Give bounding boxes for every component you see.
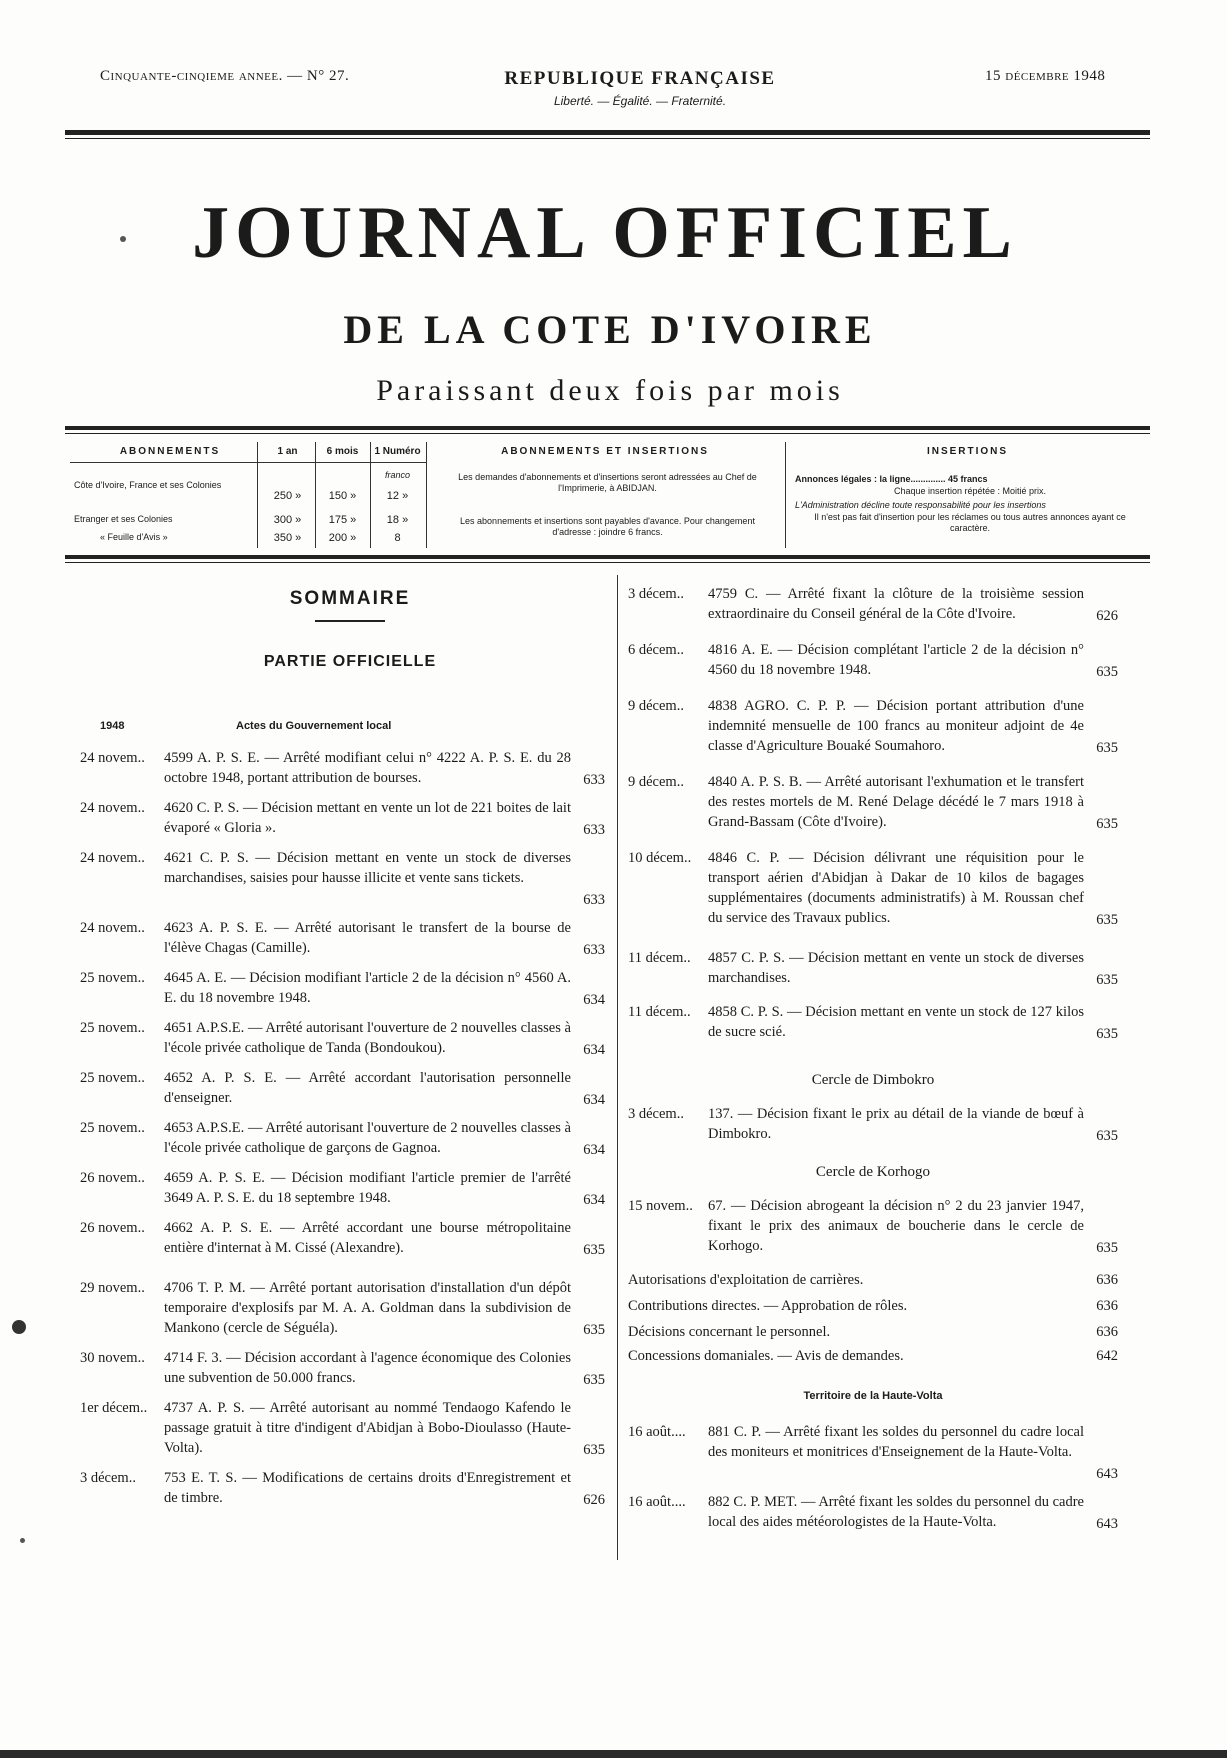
entry-date: 26 novem.. — [80, 1220, 145, 1236]
summary-entry — [628, 584, 1118, 626]
column-divider — [617, 575, 618, 1560]
entry-page: 633 — [583, 772, 605, 788]
insertions-heading: INSERTIONS — [926, 446, 1009, 457]
subscription-block — [70, 440, 1150, 552]
insertions-no-ads: Il n'est pas fait d'insertion pour les réclames ou tous autres annonces ayant ce caractère. — [814, 512, 1126, 534]
summary-entry — [628, 1422, 1118, 1484]
entry-page: 635 — [583, 1372, 605, 1388]
summary-entry — [80, 1018, 605, 1060]
col-1an: 1 an — [277, 446, 298, 457]
entry-date: 25 novem.. — [80, 1070, 145, 1086]
insertions-repeat: Chaque insertion répétée : Moitié prix. — [893, 486, 1047, 496]
entry-page: 635 — [1096, 1240, 1118, 1256]
subscription-rule — [65, 555, 1150, 559]
summary-entry — [80, 1278, 605, 1340]
entry-text: 4659 A. P. S. E. — Décision modifiant l'article premier de l'arrêté 3649 A. P. S. E. du 18 septembre 1948. — [164, 1170, 571, 1206]
subscription-payment-note: Les abonnements et insertions sont payables d'avance. Pour changement d'adresse : joindre 6 francs. — [460, 516, 755, 538]
franco-label: franco — [384, 470, 410, 480]
entry-page: 635 — [1096, 816, 1118, 832]
masthead-rule-thin — [65, 433, 1150, 434]
col-numero: 1 Numéro — [374, 446, 421, 457]
entry-date: 16 août.... — [628, 1494, 686, 1510]
entry-page: 626 — [583, 1492, 605, 1508]
scan-speck — [120, 236, 126, 242]
journal-title: JOURNAL OFFICIEL — [192, 192, 1018, 274]
scan-speck — [20, 1538, 25, 1543]
subscription-row-3-6mois: 200 » — [328, 532, 357, 544]
entry-date: 24 novem.. — [80, 800, 145, 816]
partie-officielle-heading: PARTIE OFFICIELLE — [263, 653, 437, 670]
subscription-row-3-label: « Feuille d'Avis » — [100, 532, 168, 542]
left-summary-column — [80, 748, 605, 1538]
entry-page: 643 — [1096, 1466, 1118, 1482]
summary-entry — [628, 948, 1118, 990]
entry-date: 3 décem.. — [628, 1106, 684, 1122]
entry-page: 635 — [583, 1322, 605, 1338]
entry-text: 4653 A.P.S.E. — Arrêté autorisant l'ouverture de 2 nouvelles classes à l'école privée catholique de garçons de Gagnoa. — [164, 1120, 571, 1156]
republic-motto: Liberté. — Égalité. — Fraternité. — [553, 94, 727, 108]
summary-entry — [80, 1398, 605, 1460]
entry-date: 9 décem.. — [628, 698, 684, 714]
entry-date: 3 décem.. — [80, 1470, 136, 1486]
haute-volta-heading: Territoire de la Haute-Volta — [803, 1390, 943, 1402]
subs-divider — [426, 442, 427, 548]
publication-frequency: Paraissant deux fois par mois — [376, 374, 844, 407]
entry-page: 643 — [1096, 1516, 1118, 1532]
summary-entry — [80, 798, 605, 840]
summary-misc-item — [628, 1296, 1118, 1316]
entry-date: 9 décem.. — [628, 774, 684, 790]
page-bottom-edge — [0, 1750, 1227, 1758]
entry-text: 4737 A. P. S. — Arrêté autorisant au nommé Tendaogo Kafendo le passage gratuit à titre d'indigent d'Abidjan à Bobo-Dioulasso (Haute-Volta). — [164, 1400, 571, 1456]
entry-page: 634 — [583, 1142, 605, 1158]
subscription-row-2-label: Etranger et ses Colonies — [74, 514, 173, 524]
entry-text: 4621 C. P. S. — Décision mettant en vente un stock de diverses marchandises, saisies pour hausse illicite et vente sans tickets. — [164, 850, 571, 886]
col-6mois: 6 mois — [326, 446, 359, 457]
entry-page: 635 — [1096, 912, 1118, 928]
abonnements-insertions-heading: ABONNEMENTS ET INSERTIONS — [501, 446, 709, 457]
entry-date: 6 décem.. — [628, 642, 684, 658]
entry-text: 4651 A.P.S.E. — Arrêté autorisant l'ouverture de 2 nouvelles classes à l'école privée catholique de Tanda (Bondoukou). — [164, 1020, 571, 1056]
year-label: 1948 — [100, 720, 125, 732]
summary-entry — [628, 1104, 1118, 1146]
summary-misc-item — [628, 1346, 1118, 1366]
entry-page: 635 — [1096, 1128, 1118, 1144]
entry-text: 4846 C. P. — Décision délivrant une réquisition pour le transport aérien d'Abidjan à Dakar de 10 kilos de bagages supplémentaires (documents administratifs) à M. Roussan chef du service des Travaux publics. — [708, 850, 1084, 926]
abonnements-heading: ABONNEMENTS — [119, 446, 221, 457]
entry-text: 4714 F. 3. — Décision accordant à l'agence économique des Colonies une subvention de 50.000 francs. — [164, 1350, 571, 1386]
summary-entry — [80, 1348, 605, 1390]
summary-entry — [80, 1168, 605, 1210]
summary-entry — [80, 968, 605, 1010]
entry-date: 26 novem.. — [80, 1170, 145, 1186]
header-rule — [65, 130, 1150, 135]
subscription-row-2-numero: 18 » — [386, 514, 409, 526]
summary-entry — [80, 848, 605, 910]
entry-date: 15 novem.. — [628, 1198, 693, 1214]
summary-entry — [628, 696, 1118, 758]
subs-divider — [257, 442, 258, 548]
insertions-disclaimer: L'Administration décline toute responsabilité pour les insertions — [795, 500, 1046, 510]
entry-page: 635 — [1096, 740, 1118, 756]
subs-divider — [315, 442, 316, 548]
summary-title: SOMMAIRE — [289, 588, 411, 609]
entry-date: 16 août.... — [628, 1424, 686, 1440]
entry-page: 626 — [1096, 608, 1118, 624]
entry-page: 635 — [583, 1442, 605, 1458]
republic-title: REPUBLIQUE FRANÇAISE — [504, 68, 776, 89]
scan-speck — [12, 1320, 26, 1334]
entry-date: 11 décem.. — [628, 1004, 691, 1020]
entry-text: 4840 A. P. S. B. — Arrêté autorisant l'exhumation et le transfert des restes mortels de M. René Delage décédé le 7 mars 1918 à Grand-Bassam (Côte d'Ivoire). — [708, 774, 1084, 830]
entry-page: 635 — [1096, 1026, 1118, 1042]
summary-entry — [628, 1002, 1118, 1044]
entry-date: 24 novem.. — [80, 920, 145, 936]
cercle-dimbokro-heading: Cercle de Dimbokro — [811, 1072, 935, 1088]
entry-text: 4706 T. P. M. — Arrêté portant autorisation d'installation d'un dépôt temporaire d'explosifs par M. A. A. Goldman dans la subdivision de Mankono (cercle de Séguéla). — [164, 1280, 571, 1336]
entry-text: 137. — Décision fixant le prix au détail de la viande de bœuf à Dimbokro. — [708, 1106, 1084, 1142]
summary-entry — [628, 1492, 1118, 1534]
entry-date: 25 novem.. — [80, 1120, 145, 1136]
subscription-rule-thin — [65, 562, 1150, 563]
misc-text: Autorisations d'exploitation de carrières. — [628, 1272, 864, 1288]
entry-page: 633 — [583, 942, 605, 958]
misc-page: 642 — [1096, 1348, 1118, 1364]
entry-text: 881 C. P. — Arrêté fixant les soldes du personnel du cadre local des moniteurs et monitrices d'Enseignement de la Haute-Volta. — [708, 1424, 1084, 1460]
entry-page: 634 — [583, 992, 605, 1008]
summary-entry — [80, 918, 605, 960]
entry-page: 633 — [583, 822, 605, 838]
entry-page: 633 — [583, 892, 605, 908]
summary-entry — [80, 1068, 605, 1110]
summary-misc-item — [628, 1322, 1118, 1342]
entry-date: 29 novem.. — [80, 1280, 145, 1296]
entry-text: 4857 C. P. S. — Décision mettant en vente un stock de diverses marchandises. — [708, 950, 1084, 986]
insertions-rate: Annonces légales : la ligne.............. 45 francs — [795, 474, 988, 484]
misc-text: Concessions domaniales. — Avis de demandes. — [628, 1348, 904, 1364]
misc-page: 636 — [1096, 1272, 1118, 1288]
subscription-row-3-1an: 350 » — [273, 532, 302, 544]
entry-date: 25 novem.. — [80, 1020, 145, 1036]
subscription-row-1-6mois: 150 » — [328, 490, 357, 502]
subscription-row-2-1an: 300 » — [273, 514, 302, 526]
summary-entry — [628, 640, 1118, 682]
entry-date: 11 décem.. — [628, 950, 691, 966]
subscription-row-2-6mois: 175 » — [328, 514, 357, 526]
subscription-row-1-numero: 12 » — [386, 490, 409, 502]
misc-text: Décisions concernant le personnel. — [628, 1324, 831, 1340]
entry-text: 4599 A. P. S. E. — Arrêté modifiant celui n° 4222 A. P. S. E. du 28 octobre 1948, portant attribution de bourses. — [164, 750, 571, 786]
entry-date: 30 novem.. — [80, 1350, 145, 1366]
masthead-rule — [65, 426, 1150, 430]
issue-number: Cinquante-cinqieme annee. — N° 27. — [100, 68, 350, 84]
entry-page: 634 — [583, 1042, 605, 1058]
entry-text: 882 C. P. MET. — Arrêté fixant les soldes du personnel du cadre local des aides météorologistes de la Haute-Volta. — [708, 1494, 1084, 1530]
entry-date: 24 novem.. — [80, 750, 145, 766]
subs-head-underline — [70, 462, 426, 463]
entry-text: 4652 A. P. S. E. — Arrêté accordant l'autorisation personnelle d'enseigner. — [164, 1070, 571, 1106]
summary-entry — [80, 1118, 605, 1160]
entry-page: 634 — [583, 1092, 605, 1108]
entry-date: 25 novem.. — [80, 970, 145, 986]
entry-text: 4623 A. P. S. E. — Arrêté autorisant le transfert de la bourse de l'élève Chagas (Camille). — [164, 920, 571, 956]
misc-page: 636 — [1096, 1324, 1118, 1340]
entry-text: 4759 C. — Arrêté fixant la clôture de la troisième session extraordinaire du Conseil général de la Côte d'Ivoire. — [708, 586, 1084, 622]
entry-text: 753 E. T. S. — Modifications de certains droits d'Enregistrement et de timbre. — [164, 1470, 571, 1506]
journal-subtitle: DE LA COTE D'IVOIRE — [343, 307, 877, 352]
summary-entry — [628, 848, 1118, 930]
subscription-row-3-numero: 8 — [394, 532, 401, 544]
entry-date: 24 novem.. — [80, 850, 145, 866]
summary-entry — [628, 772, 1118, 834]
entry-date: 1er décem.. — [80, 1400, 148, 1416]
entry-page: 635 — [583, 1242, 605, 1258]
entry-page: 635 — [1096, 972, 1118, 988]
entry-text: 4838 AGRO. C. P. P. — Décision portant attribution d'une indemnité mensuelle de 100 francs au moniteur adjoint de 4e classe d'Agriculture Bouaké Soumahoro. — [708, 698, 1084, 754]
summary-title-rule — [315, 620, 385, 622]
right-summary-column — [628, 584, 1118, 1544]
entry-text: 4816 A. E. — Décision complétant l'article 2 de la décision n° 4560 du 18 novembre 1948. — [708, 642, 1084, 678]
summary-misc-item — [628, 1270, 1118, 1290]
entry-text: 4645 A. E. — Décision modifiant l'article 2 de la décision n° 4560 A. E. du 18 novembre 1948. — [164, 970, 571, 1006]
issue-date: 15 décembre 1948 — [985, 68, 1106, 84]
entry-date: 10 décem.. — [628, 850, 692, 866]
entry-page: 634 — [583, 1192, 605, 1208]
actes-subheading: Actes du Gouvernement local — [236, 720, 392, 732]
entry-text: 4662 A. P. S. E. — Arrêté accordant une bourse métropolitaine entière d'internat à M. Cissé (Alexandre). — [164, 1220, 571, 1256]
summary-entry — [80, 748, 605, 790]
subscription-row-1-1an: 250 » — [273, 490, 302, 502]
misc-page: 636 — [1096, 1298, 1118, 1314]
entry-text: 4858 C. P. S. — Décision mettant en vente un stock de 127 kilos de sucre scié. — [708, 1004, 1084, 1040]
summary-entry — [80, 1468, 605, 1510]
cercle-korhogo-heading: Cercle de Korhogo — [815, 1164, 931, 1180]
entry-date: 3 décem.. — [628, 586, 684, 602]
entry-text: 67. — Décision abrogeant la décision n° 2 du 23 janvier 1947, fixant le prix des animaux de boucherie dans le cercle de Korhogo. — [708, 1198, 1084, 1254]
summary-entry — [80, 1218, 605, 1260]
summary-entry — [628, 1196, 1118, 1258]
misc-text: Contributions directes. — Approbation de rôles. — [628, 1298, 908, 1314]
subscription-address-note: Les demandes d'abonnements et d'insertions seront adressées au Chef de l'Imprimerie, à ABIDJAN. — [458, 472, 757, 494]
header-rule-thin — [65, 138, 1150, 139]
entry-text: 4620 C. P. S. — Décision mettant en vente un lot de 221 boites de lait évaporé « Gloria ». — [164, 800, 571, 836]
subs-divider — [785, 442, 786, 548]
subs-divider — [370, 442, 371, 548]
entry-page: 635 — [1096, 664, 1118, 680]
subscription-row-1-label: Côte d'Ivoire, France et ses Colonies — [74, 480, 222, 490]
